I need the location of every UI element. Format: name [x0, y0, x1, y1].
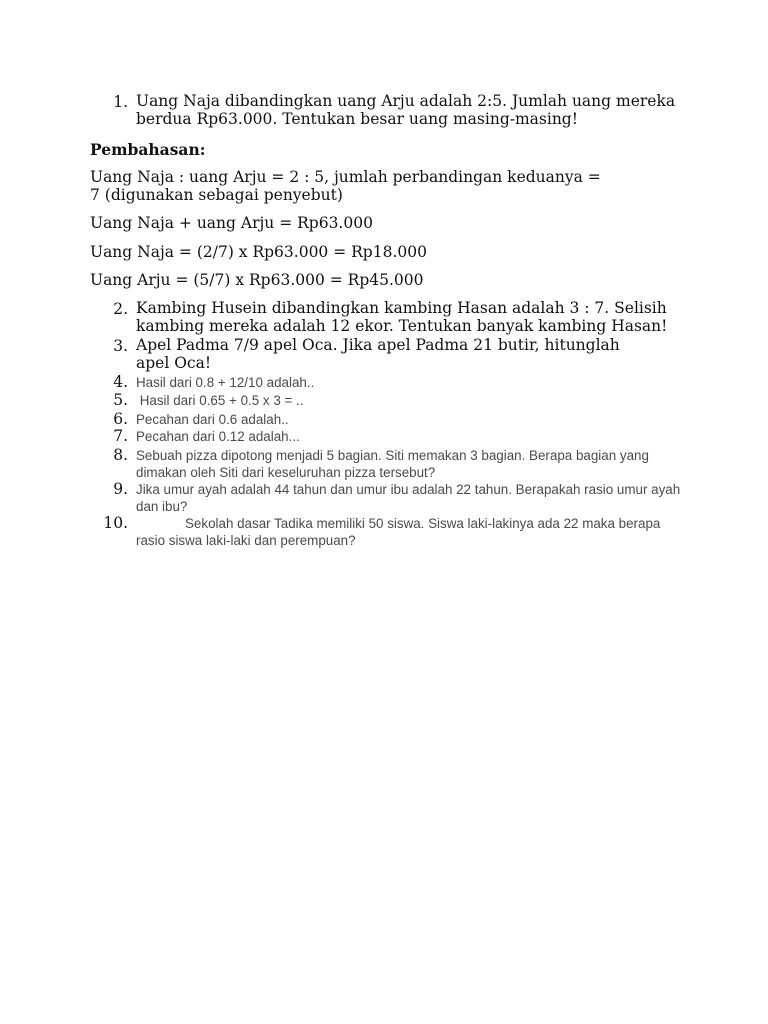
- question-number: 8.: [113, 446, 128, 464]
- question-text: Kambing Husein dibandingkan kambing Hasan adalah 3 : 7. Selisih kambing mereka adalah 12 ekor. Tentukan banyak kambing Hasan!: [136, 299, 668, 335]
- question-text: Pecahan dari 0.6 adalah..: [136, 412, 289, 427]
- question-4: [90, 373, 690, 391]
- question-text: Sekolah dasar Tadika memiliki 50 siswa. Siswa laki-lakinya ada 22 maka berapa rasio siswa laki-laki dan perempuan?: [136, 516, 661, 548]
- question-7: [90, 427, 690, 445]
- question-number: 2.: [113, 300, 128, 318]
- question-number: 6.: [113, 410, 128, 428]
- question-text: Sebuah pizza dipotong menjadi 5 bagian. Siti memakan 3 bagian. Berapa bagian yang dimakan oleh Siti dari keseluruhan pizza tersebut?: [136, 448, 649, 480]
- question-number: 5.: [113, 391, 128, 409]
- question-9: [90, 480, 690, 514]
- question-6: [90, 410, 690, 428]
- question-number: 4.: [113, 373, 128, 391]
- question-10: [90, 514, 690, 548]
- question-number: 3.: [113, 337, 128, 355]
- question-number: 9.: [113, 480, 128, 498]
- question-2: [90, 300, 690, 336]
- question-text: Pecahan dari 0.12 adalah...: [136, 429, 300, 444]
- question-1: [90, 93, 690, 129]
- question-number: 1.: [113, 93, 128, 111]
- discussion-heading: Pembahasan:: [90, 140, 206, 159]
- question-text: Jika umur ayah adalah 44 tahun dan umur ibu adalah 22 tahun. Berapakah rasio umur ayah dan ibu?: [136, 482, 681, 514]
- question-text: Apel Padma 7/9 apel Oca. Jika apel Padma 21 butir, hitunglah apel Oca!: [136, 336, 620, 372]
- question-text: Uang Naja dibandingkan uang Arju adalah 2:5. Jumlah uang mereka berdua Rp63.000. Tentukan besar uang masing-masing!: [136, 92, 676, 128]
- question-text: Hasil dari 0.65 + 0.5 x 3 = ..: [136, 393, 304, 408]
- question-number: 7.: [113, 427, 128, 445]
- question-number: 10.: [103, 514, 128, 532]
- question-text: Hasil dari 0.8 + 12/10 adalah..: [136, 375, 315, 390]
- discussion-line: Uang Naja + uang Arju = Rp63.000: [90, 214, 373, 232]
- question-8: [90, 446, 690, 480]
- discussion-line: Uang Naja = (2/7) x Rp63.000 = Rp18.000: [90, 243, 427, 261]
- discussion-line: Uang Naja : uang Arju = 2 : 5, jumlah perbandingan keduanya = 7 (digunakan sebagai penyebut): [90, 168, 601, 204]
- question-3: [90, 337, 690, 373]
- discussion-line: Uang Arju = (5/7) x Rp63.000 = Rp45.000: [90, 271, 424, 289]
- question-5: [90, 391, 690, 409]
